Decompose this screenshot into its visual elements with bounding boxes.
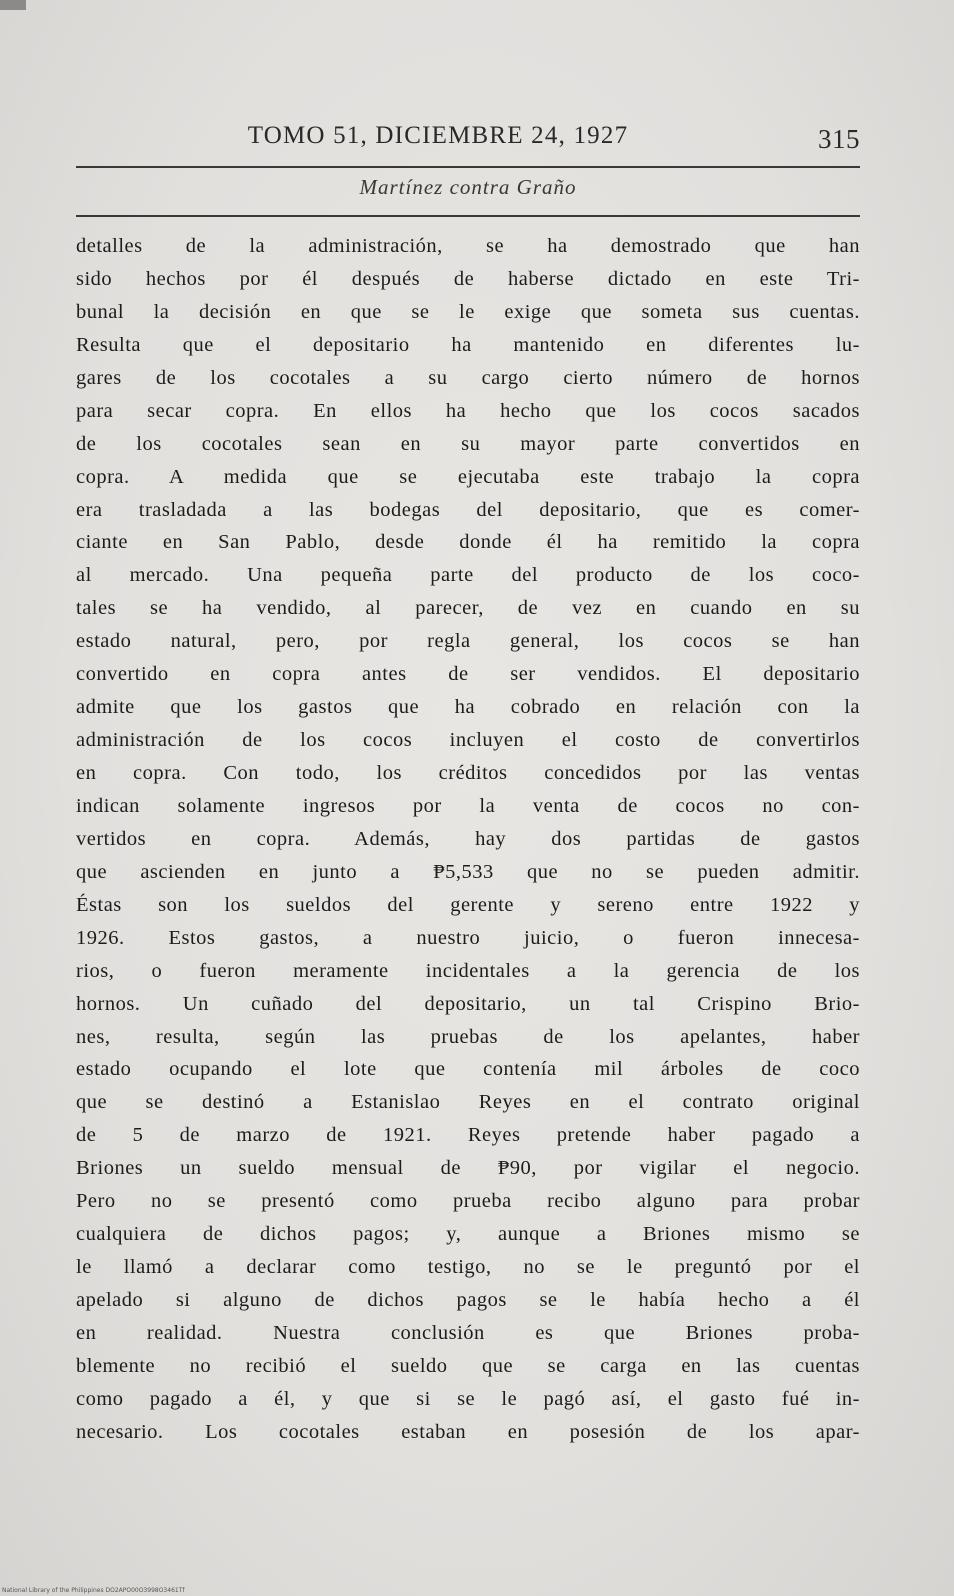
running-title: TOMO 51, DICIEMBRE 24, 1927 bbox=[247, 122, 629, 149]
case-title: Martínez contra Graño bbox=[359, 175, 577, 199]
text-line: Briones un sueldo mensual de ₱90, por vigilar el negocio. bbox=[76, 1157, 860, 1180]
text-line: nes, resulta, según las pruebas de los apelantes, haber bbox=[76, 1025, 860, 1048]
text-line: indican solamente ingresos por la venta de cocos no con- bbox=[76, 794, 860, 817]
text-line: estado natural, pero, por regla general, los cocos se han bbox=[76, 630, 860, 653]
text-line: como pagado a él, y que si se le pagó así, el gasto fué in- bbox=[76, 1387, 860, 1410]
text-line: Resulta que el depositario ha mantenido en diferentes lu- bbox=[76, 333, 860, 356]
text-line: vertidos en copra. Además, hay dos partidas de gastos bbox=[76, 827, 860, 850]
text-line: de 5 de marzo de 1921. Reyes pretende haber pagado a bbox=[76, 1124, 860, 1147]
text-line: tales se ha vendido, al parecer, de vez en cuando en su bbox=[76, 597, 860, 620]
text-line: hornos. Un cuñado del depositario, un tal Crispino Brio- bbox=[76, 992, 860, 1015]
page-number: 315 bbox=[818, 124, 860, 154]
text-line: cualquiera de dichos pagos; y, aunque a Briones mismo se bbox=[76, 1223, 860, 1246]
text-line: admite que los gastos que ha cobrado en relación con la bbox=[76, 696, 860, 719]
text-line: necesario. Los cocotales estaban en posesión de los apar- bbox=[76, 1420, 860, 1443]
scan-credit: National Library of the Philippines DO2APO00O3998O3461Tf bbox=[2, 1587, 185, 1594]
text-line: blemente no recibió el sueldo que se carga en las cuentas bbox=[76, 1354, 860, 1377]
text-line: apelado si alguno de dichos pagos se le había hecho a él bbox=[76, 1289, 860, 1311]
text-line: convertido en copra antes de ser vendidos. El depositario bbox=[76, 663, 860, 686]
text-line: administración de los cocos incluyen el costo de convertirlos bbox=[76, 729, 860, 752]
text-line: de los cocotales sean en su mayor parte convertidos en bbox=[76, 432, 860, 455]
text-line: al mercado. Una pequeña parte del producto de los coco- bbox=[76, 564, 860, 587]
header-rule-top bbox=[76, 166, 860, 168]
text-line: era trasladada a las bodegas del depositario, que es comer- bbox=[76, 498, 860, 521]
running-head bbox=[76, 118, 860, 162]
text-line: bunal la decisión en que se le exige que someta sus cuentas. bbox=[76, 300, 860, 323]
text-line: sido hechos por él después de haberse dictado en este Tri- bbox=[76, 267, 860, 290]
text-line: en realidad. Nuestra conclusión es que Briones proba- bbox=[76, 1321, 860, 1344]
text-line: gares de los cocotales a su cargo cierto número de hornos bbox=[76, 366, 860, 389]
text-line: en copra. Con todo, los créditos concedidos por las ventas bbox=[76, 762, 860, 784]
text-line: detalles de la administración, se ha demostrado que han bbox=[76, 235, 860, 257]
text-line: copra. A medida que se ejecutaba este trabajo la copra bbox=[76, 465, 860, 488]
text-line: para secar copra. En ellos ha hecho que los cocos sacados bbox=[76, 399, 860, 422]
text-line: que se destinó a Estanislao Reyes en el contrato original bbox=[76, 1091, 860, 1114]
body-text bbox=[76, 230, 860, 1449]
text-line: Éstas son los sueldos del gerente y sereno entre 1922 y bbox=[76, 893, 860, 916]
scan-corner-mark bbox=[0, 0, 26, 10]
text-line: estado ocupando el lote que contenía mil árboles de coco bbox=[76, 1058, 860, 1081]
text-line: que ascienden en junto a ₱5,533 que no se pueden admitir. bbox=[76, 860, 860, 883]
text-line: 1926. Estos gastos, a nuestro juicio, o fueron innecesa- bbox=[76, 926, 860, 949]
text-line: Pero no se presentó como prueba recibo alguno para probar bbox=[76, 1190, 860, 1213]
text-line: ciante en San Pablo, desde donde él ha remitido la copra bbox=[76, 531, 860, 554]
text-line: le llamó a declarar como testigo, no se le preguntó por el bbox=[76, 1256, 860, 1279]
header-rule-bottom bbox=[76, 215, 860, 217]
text-line: rios, o fueron meramente incidentales a la gerencia de los bbox=[76, 959, 860, 982]
